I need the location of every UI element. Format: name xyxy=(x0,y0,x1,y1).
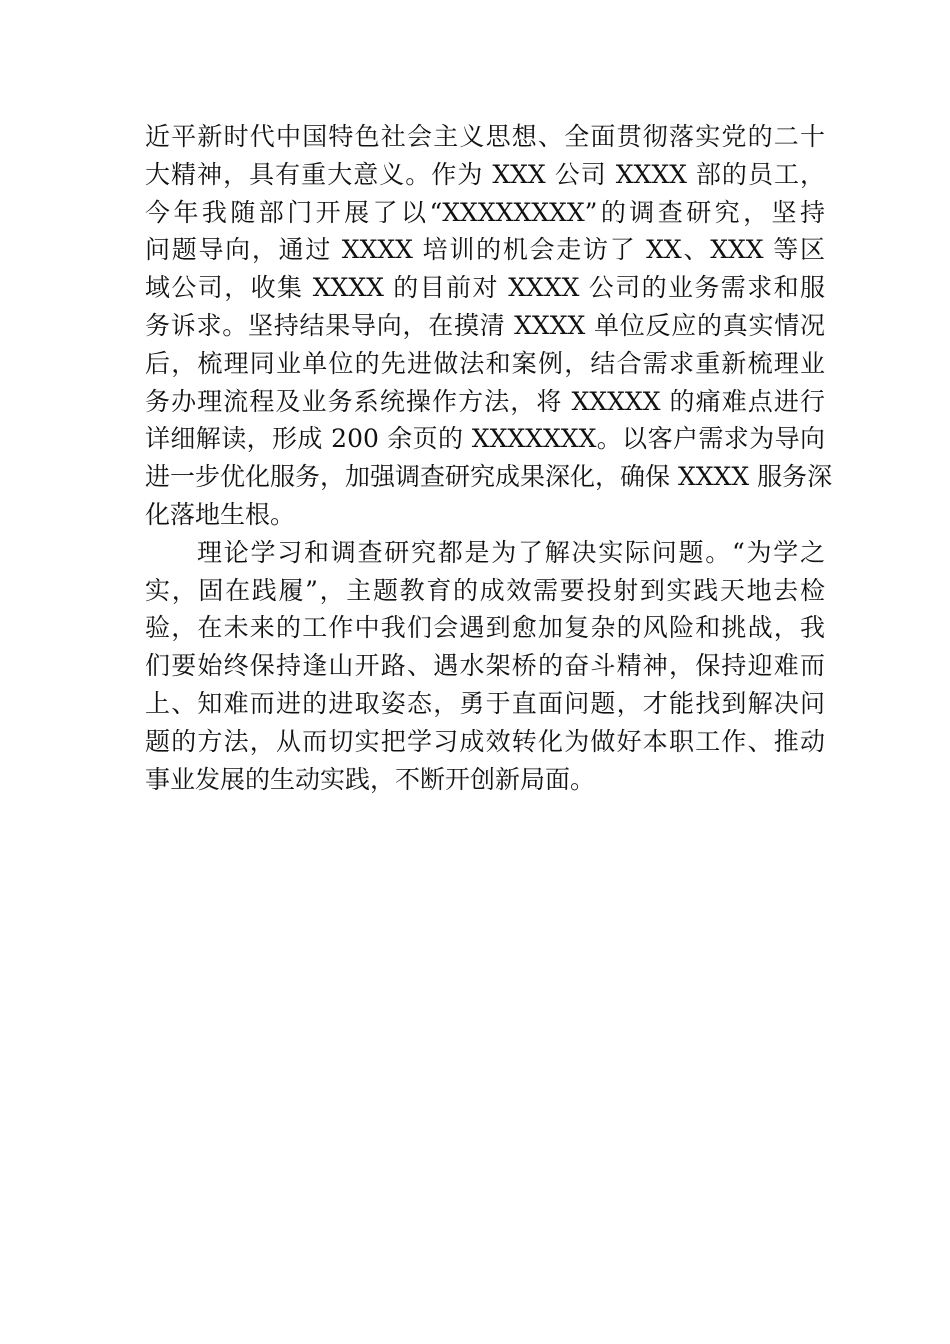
text-line: 域公司，收集 XXXX 的目前对 XXXX 公司的业务需求和服 xyxy=(145,273,825,303)
text-line: 今年我随部门开展了以“XXXXXXXX”的调查研究，坚持 xyxy=(145,197,825,227)
text-line: 化落地生根。 xyxy=(145,499,296,529)
paragraph-1 xyxy=(145,118,833,534)
text-line: 事业发展的生动实践，不断开创新局面。 xyxy=(145,764,596,794)
text-line: 近平新时代中国特色社会主义思想、全面贯彻落实党的二十 xyxy=(145,122,825,151)
text-line: 大精神，具有重大意义。作为 XXX 公司 XXXX 部的员工， xyxy=(145,159,825,189)
text-line: 务办理流程及业务系统操作方法，将 XXXXX 的痛难点进行 xyxy=(145,386,825,416)
text-line: 验，在未来的工作中我们会遇到愈加复杂的风险和挑战，我 xyxy=(145,613,825,643)
paragraph-2 xyxy=(145,534,825,799)
text-line: 题的方法，从而切实把学习成效转化为做好本职工作、推动 xyxy=(145,726,825,756)
text-line: 问题导向，通过 XXXX 培训的机会走访了 XX、XXX 等区 xyxy=(145,235,825,265)
body-text xyxy=(145,118,833,798)
text-line: 们要始终保持逢山开路、遇水架桥的奋斗精神，保持迎难而 xyxy=(145,651,825,681)
text-line: 后，梳理同业单位的先进做法和案例，结合需求重新梳理业 xyxy=(145,348,825,378)
text-line: 实，固在践履”，主题教育的成效需要投射到实践天地去检 xyxy=(145,575,825,605)
text-line: 详细解读，形成 200 余页的 XXXXXXX。以客户需求为导向 xyxy=(145,424,825,454)
text-line: 理论学习和调查研究都是为了解决实际问题。“为学之 xyxy=(197,537,825,567)
text-line: 务诉求。坚持结果导向，在摸清 XXXX 单位反应的真实情况 xyxy=(145,310,825,340)
text-line: 进一步优化服务，加强调查研究成果深化，确保 XXXX 服务深 xyxy=(145,462,833,492)
text-line: 上、知难而进的进取姿态，勇于直面问题，才能找到解决问 xyxy=(145,688,825,718)
